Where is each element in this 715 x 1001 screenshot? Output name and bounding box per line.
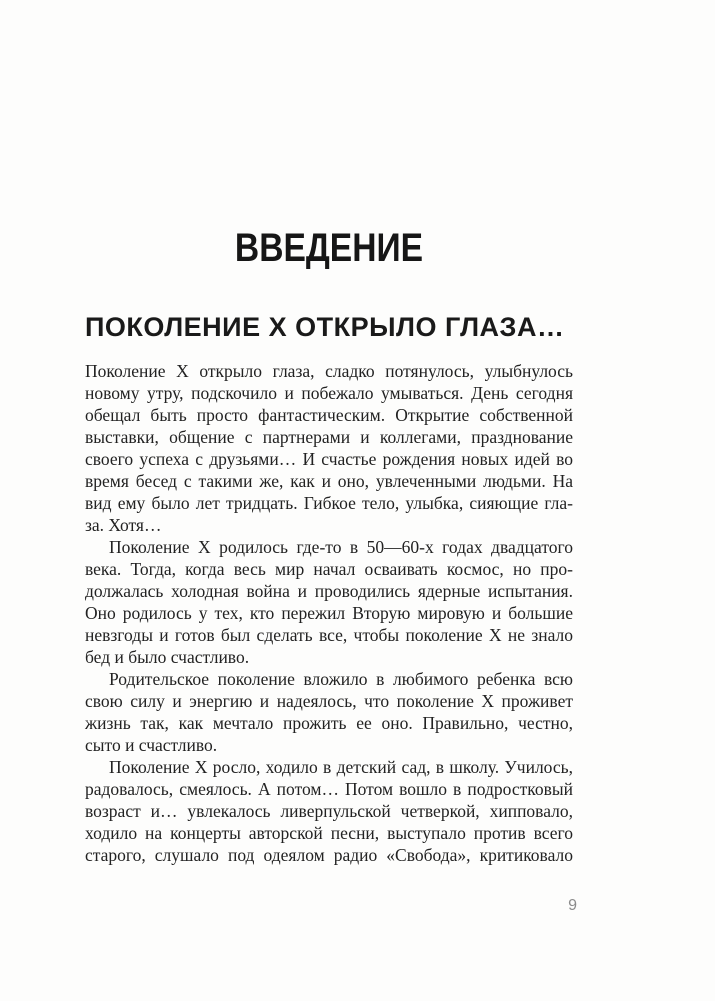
text-line: века. Тогда, когда весь мир начал осваивать космос, но про-: [85, 559, 573, 579]
text-line: радовалось, смеялось. А потом… Потом вошло в подростковый: [85, 779, 573, 799]
text-line: новому утру, подскочило и побежало умываться. День сегодня: [85, 383, 573, 403]
text-line: за. Хотя…: [85, 515, 162, 535]
text-line: вид ему было лет тридцать. Гибкое тело, улыбка, сияющие гла-: [85, 493, 573, 513]
paragraph: [85, 360, 573, 536]
paragraph: [85, 536, 573, 668]
text-line: старого, слушало под одеялом радио «Свобода», критиковало: [85, 845, 573, 865]
text-line: жизнь так, как мечтало прожить ее оно. Правильно, честно,: [85, 713, 573, 733]
text-line: Поколение X открыло глаза, сладко потянулось, улыбнулось: [85, 361, 573, 381]
paragraph: [85, 756, 573, 866]
text-line: Родительское поколение вложило в любимого ребенка всю: [109, 669, 573, 689]
text-line: бед и было счастливо.: [85, 647, 250, 667]
text-line: ходило на концерты авторской песни, выступало против всего: [85, 823, 573, 843]
page-number: 9: [568, 897, 577, 914]
paragraph: [85, 668, 573, 756]
text-line: сыто и счастливо.: [85, 735, 218, 755]
text-line: Поколение X родилось где-то в 50—60-х годах двадцатого: [109, 537, 573, 557]
text-line: свою силу и энергию и надеялось, что поколение X проживет: [85, 691, 573, 711]
text-line: время бесед с такими же, как и оно, увлеченными людьми. На: [85, 471, 573, 491]
text-line: выставки, общение с партнерами и коллегами, празднование: [85, 427, 573, 447]
chapter-title: ВВЕДЕНИЕ: [234, 226, 424, 270]
text-line: возраст и… увлекалось ливерпульской четверкой, хипповало,: [85, 801, 573, 821]
text-line: невзгоды и готов был сделать все, чтобы поколение X не знало: [85, 625, 573, 645]
text-line: обещал быть просто фантастическим. Открытие собственной: [85, 405, 573, 425]
text-line: Оно родилось у тех, кто пережил Вторую мировую и большие: [85, 603, 573, 623]
body-text: [85, 360, 573, 866]
text-line: Поколение X росло, ходило в детский сад, в школу. Училось,: [109, 757, 573, 777]
section-heading: ПОКОЛЕНИЕ X ОТКРЫЛО ГЛАЗА…: [85, 312, 565, 342]
text-line: своего успеха с друзьями… И счастье рождения новых идей во: [85, 449, 573, 469]
text-line: должалась холодная война и проводились ядерные испытания.: [85, 581, 573, 601]
